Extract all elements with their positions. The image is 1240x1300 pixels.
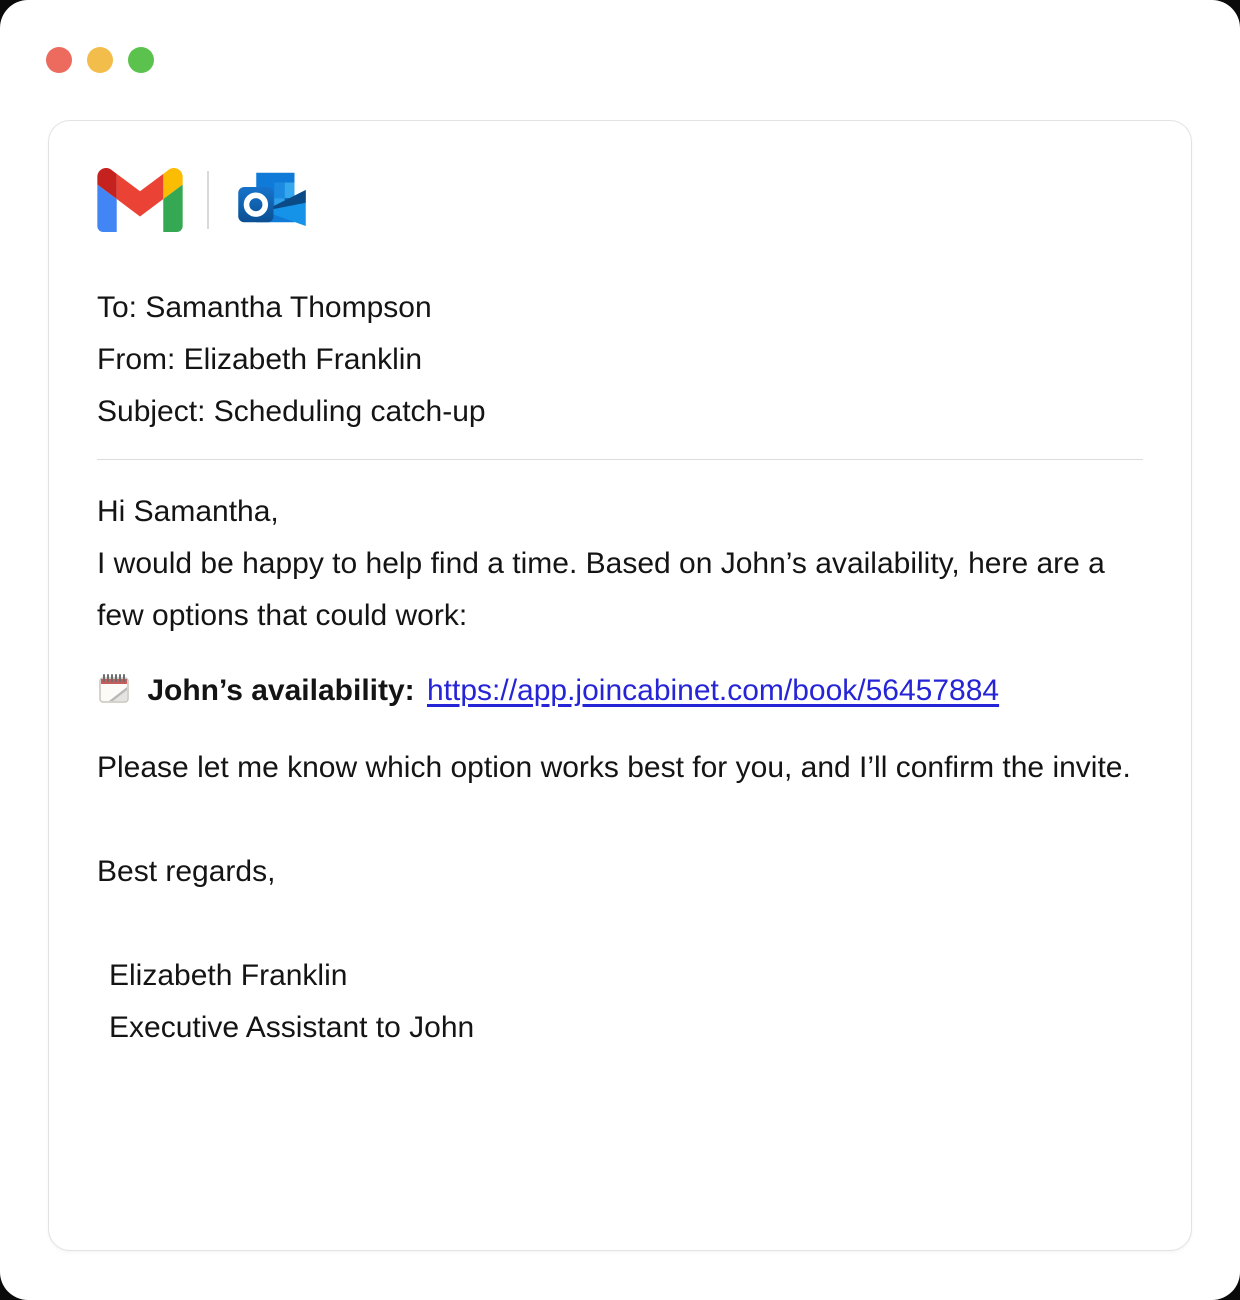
minimize-window-button[interactable] — [87, 47, 113, 73]
confirm-paragraph: Please let me know which option works best for you, and I’ll confirm the invite. — [97, 751, 1131, 784]
email-subject-line: Subject: Scheduling catch-up — [97, 395, 486, 428]
closing-line: Best regards, — [97, 855, 276, 888]
header-divider — [97, 459, 1143, 460]
logo-divider — [207, 171, 209, 229]
signature-name: Elizabeth Franklin — [109, 959, 348, 992]
availability-line — [97, 665, 1143, 717]
spiral-calendar-icon — [97, 671, 131, 705]
close-window-button[interactable] — [46, 47, 72, 73]
email-headers — [97, 282, 1143, 438]
email-provider-logos — [97, 168, 1143, 232]
outlook-logo-icon — [236, 168, 308, 233]
window-controls — [46, 47, 154, 73]
signature-block — [97, 950, 1143, 1054]
availability-label: John’s availability: — [147, 674, 415, 707]
signature-title: Executive Assistant to John — [109, 1011, 475, 1044]
gmail-logo-icon — [97, 168, 183, 232]
intro-paragraph: I would be happy to help find a time. Based on John’s availability, here are a few options that could work: — [97, 547, 1105, 632]
email-preview-card — [48, 120, 1192, 1251]
email-from-line: From: Elizabeth Franklin — [97, 343, 423, 376]
zoom-window-button[interactable] — [128, 47, 154, 73]
booking-link[interactable]: https://app.joincabinet.com/book/56457884 — [427, 674, 1000, 707]
email-body — [97, 486, 1143, 1054]
email-to-line: To: Samantha Thompson — [97, 291, 432, 324]
greeting-line: Hi Samantha, — [97, 495, 279, 528]
